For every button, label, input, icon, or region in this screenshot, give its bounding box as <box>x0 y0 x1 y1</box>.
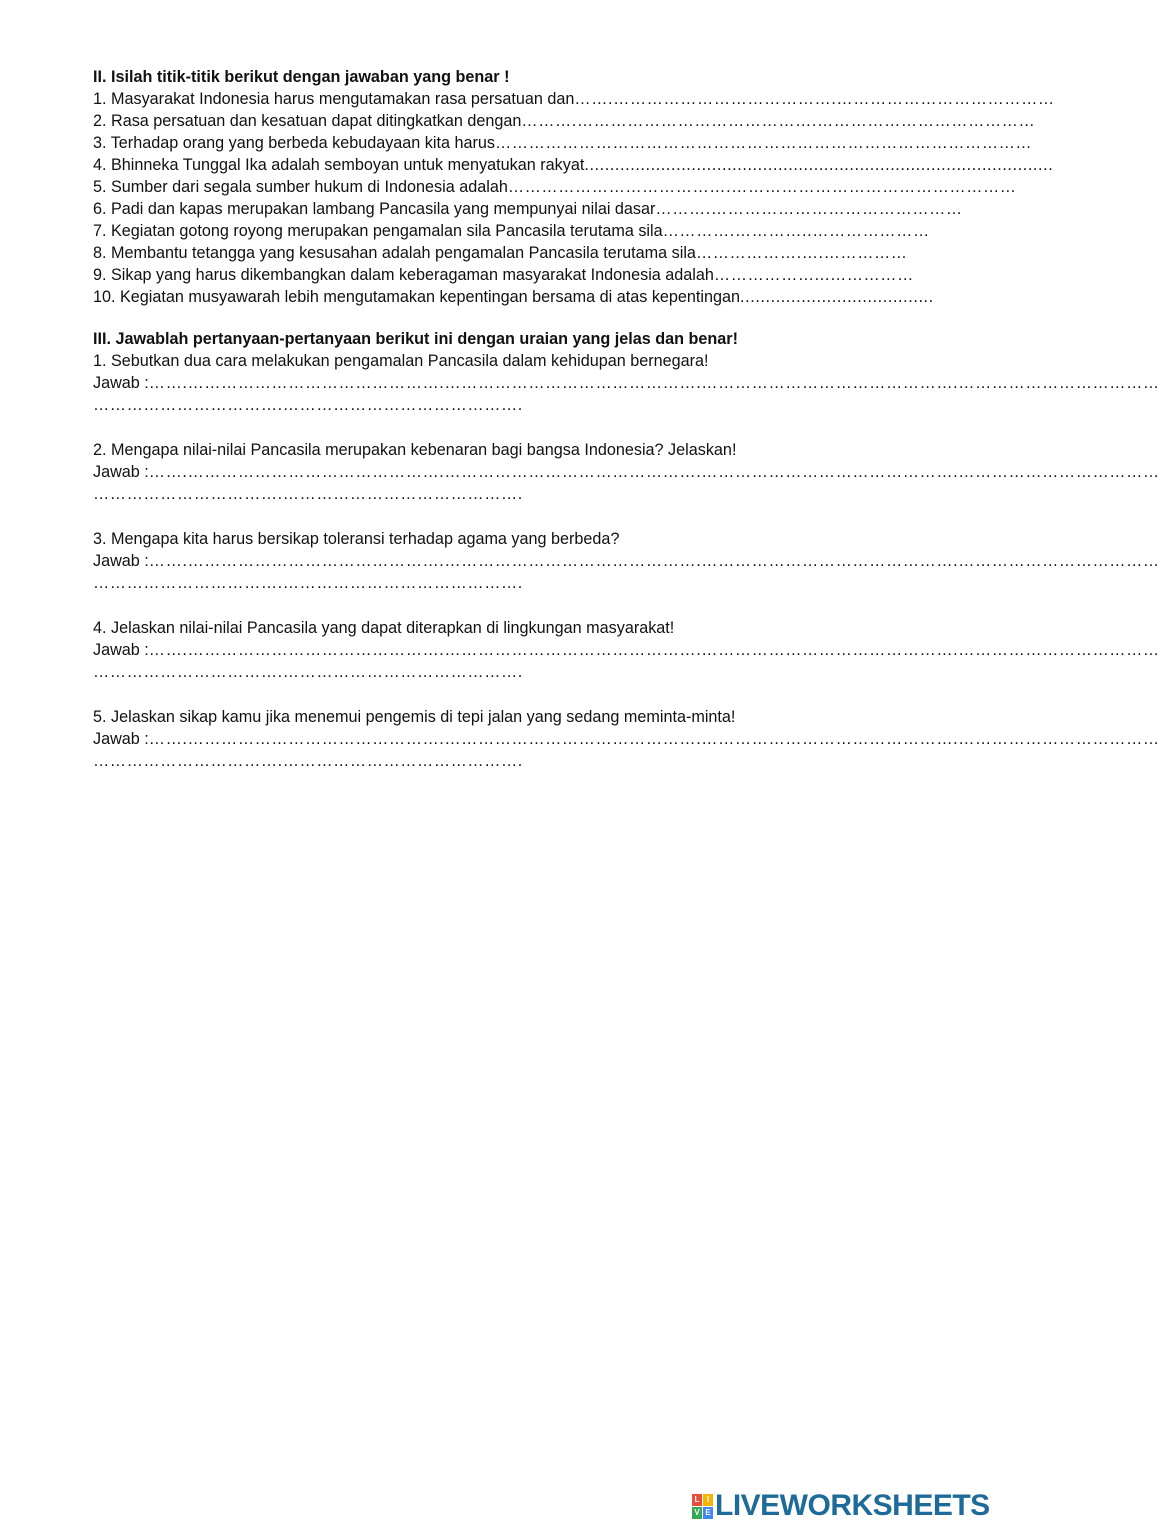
answer-line <box>93 639 1160 661</box>
fill-in-question: 2. Rasa persatuan dan kesatuan dapat ditingkatkan dengan <box>93 112 522 130</box>
fill-in-blank[interactable]: ………………...…………… <box>713 266 914 284</box>
answer-line <box>93 728 1160 750</box>
essay-question: 2. Mengapa nilai-nilai Pancasila merupakan kebenaran bagi bangsa Indonesia? Jelaskan! <box>93 441 737 459</box>
section-2-items <box>93 88 1055 308</box>
answer-line <box>93 461 1160 483</box>
answer-label: Jawab : <box>93 463 149 481</box>
fill-in-blank[interactable]: …………………………………………………………………………………… <box>495 134 1033 152</box>
fill-in-item <box>93 154 1054 176</box>
answer-line <box>93 550 1160 572</box>
fill-in-item <box>93 242 908 264</box>
essay-question: 5. Jelaskan sikap kamu jika menemui pengemis di tepi jalan yang sedang meminta-minta! <box>93 708 736 726</box>
fill-in-item <box>93 286 934 308</box>
fill-in-question: 6. Padi dan kapas merupakan lambang Pancasila yang mempunyai nilai dasar <box>93 200 656 218</box>
answer-blank[interactable]: …….……………………………………….……………………………………….……………………………………….……………………………… <box>148 463 1160 481</box>
answer-blank[interactable]: …….……………………………………….……………………………………….……………………………………….……………………………… <box>148 552 1160 570</box>
fill-in-blank[interactable]: ………………………………….…………………………………………… <box>507 178 1017 196</box>
answer-label: Jawab : <box>93 730 149 748</box>
section-3-heading: III. Jawablah pertanyaan-pertanyaan berikut ini dengan uraian yang jelas dan benar! <box>93 330 738 348</box>
fill-in-blank[interactable]: ...................................... <box>740 288 934 306</box>
fill-in-blank[interactable]: ………….…………..………………… <box>662 222 930 240</box>
answer-blank[interactable]: …….……………………………………….……………………………………….……………………………………….……………………………… <box>148 641 1160 659</box>
fill-in-blank[interactable]: ……….……………………………………… <box>655 200 963 218</box>
answer-blank-continuation[interactable]: …………………………….……………………………………. <box>93 574 523 592</box>
fill-in-question: 10. Kegiatan musyawarah lebih mengutamakan kepentingan bersama di atas kepentingan <box>93 288 741 306</box>
fill-in-blank[interactable]: ……….…………………………………….………………………………… <box>521 112 1036 130</box>
answer-blank-continuation[interactable]: …………………………….……………………………………. <box>93 396 523 414</box>
answer-label: Jawab : <box>93 641 149 659</box>
answer-blank[interactable]: …….……………………………………….……………………………………….……………………………………….……………………………… <box>148 374 1160 392</box>
fill-in-question: 7. Kegiatan gotong royong merupakan pengamalan sila Pancasila terutama sila <box>93 222 663 240</box>
section-spacer <box>93 308 908 328</box>
section-3-questions <box>93 350 1160 772</box>
answer-blank[interactable]: …….……………………………………….……………………………………….……………………………………….……………………………… <box>148 730 1160 748</box>
fill-in-item <box>93 264 914 286</box>
fill-in-item <box>93 132 1033 154</box>
answer-blank-continuation[interactable]: …………………………….……………………………………. <box>93 663 523 681</box>
fill-in-question: 9. Sikap yang harus dikembangkan dalam keberagaman masyarakat Indonesia adalah <box>93 266 714 284</box>
question-spacer <box>93 505 908 528</box>
fill-in-item <box>93 110 1036 132</box>
answer-label: Jawab : <box>93 374 149 392</box>
section-2-heading: II. Isilah titik-titik berikut dengan jawaban yang benar ! <box>93 68 510 86</box>
essay-question: 4. Jelaskan nilai-nilai Pancasila yang dapat diterapkan di lingkungan masyarakat! <box>93 619 675 637</box>
answer-blank-continuation[interactable]: …………………………….……………………………………. <box>93 752 523 770</box>
worksheet <box>93 66 1160 772</box>
fill-in-item <box>93 220 930 242</box>
liveworksheets-logo-icon: L I V E <box>692 1494 713 1519</box>
essay-question: 3. Mengapa kita harus bersikap toleransi terhadap agama yang berbeda? <box>93 530 620 548</box>
fill-in-question: 8. Membantu tetangga yang kesusahan adalah pengamalan Pancasila terutama sila <box>93 244 696 262</box>
fill-in-question: 4. Bhinneka Tunggal Ika adalah semboyan untuk menyatukan rakyat <box>93 156 585 174</box>
question-spacer <box>93 683 908 706</box>
answer-blank-continuation[interactable]: …………………………….……………………………………. <box>93 485 523 503</box>
fill-in-blank[interactable]: ……………….….…………… <box>695 244 908 262</box>
liveworksheets-logo-text: LIVEWORKSHEETS <box>715 1489 990 1522</box>
fill-in-item <box>93 176 1017 198</box>
fill-in-item <box>93 88 1055 110</box>
question-spacer <box>93 594 908 617</box>
fill-in-item <box>93 198 963 220</box>
question-spacer <box>93 416 908 439</box>
answer-line <box>93 372 1160 394</box>
liveworksheets-logo <box>692 1489 990 1523</box>
fill-in-question: 1. Masyarakat Indonesia harus mengutamakan rasa persatuan dan <box>93 90 575 108</box>
essay-question: 1. Sebutkan dua cara melakukan pengamalan Pancasila dalam kehidupan bernegara! <box>93 352 709 370</box>
fill-in-question: 3. Terhadap orang yang berbeda kebudayaan kita harus <box>93 134 495 152</box>
answer-label: Jawab : <box>93 552 149 570</box>
fill-in-blank[interactable]: ............................................................................................ <box>584 156 1054 174</box>
fill-in-blank[interactable]: …….………………………………….………………………………… <box>574 90 1055 108</box>
fill-in-question: 5. Sumber dari segala sumber hukum di Indonesia adalah <box>93 178 508 196</box>
